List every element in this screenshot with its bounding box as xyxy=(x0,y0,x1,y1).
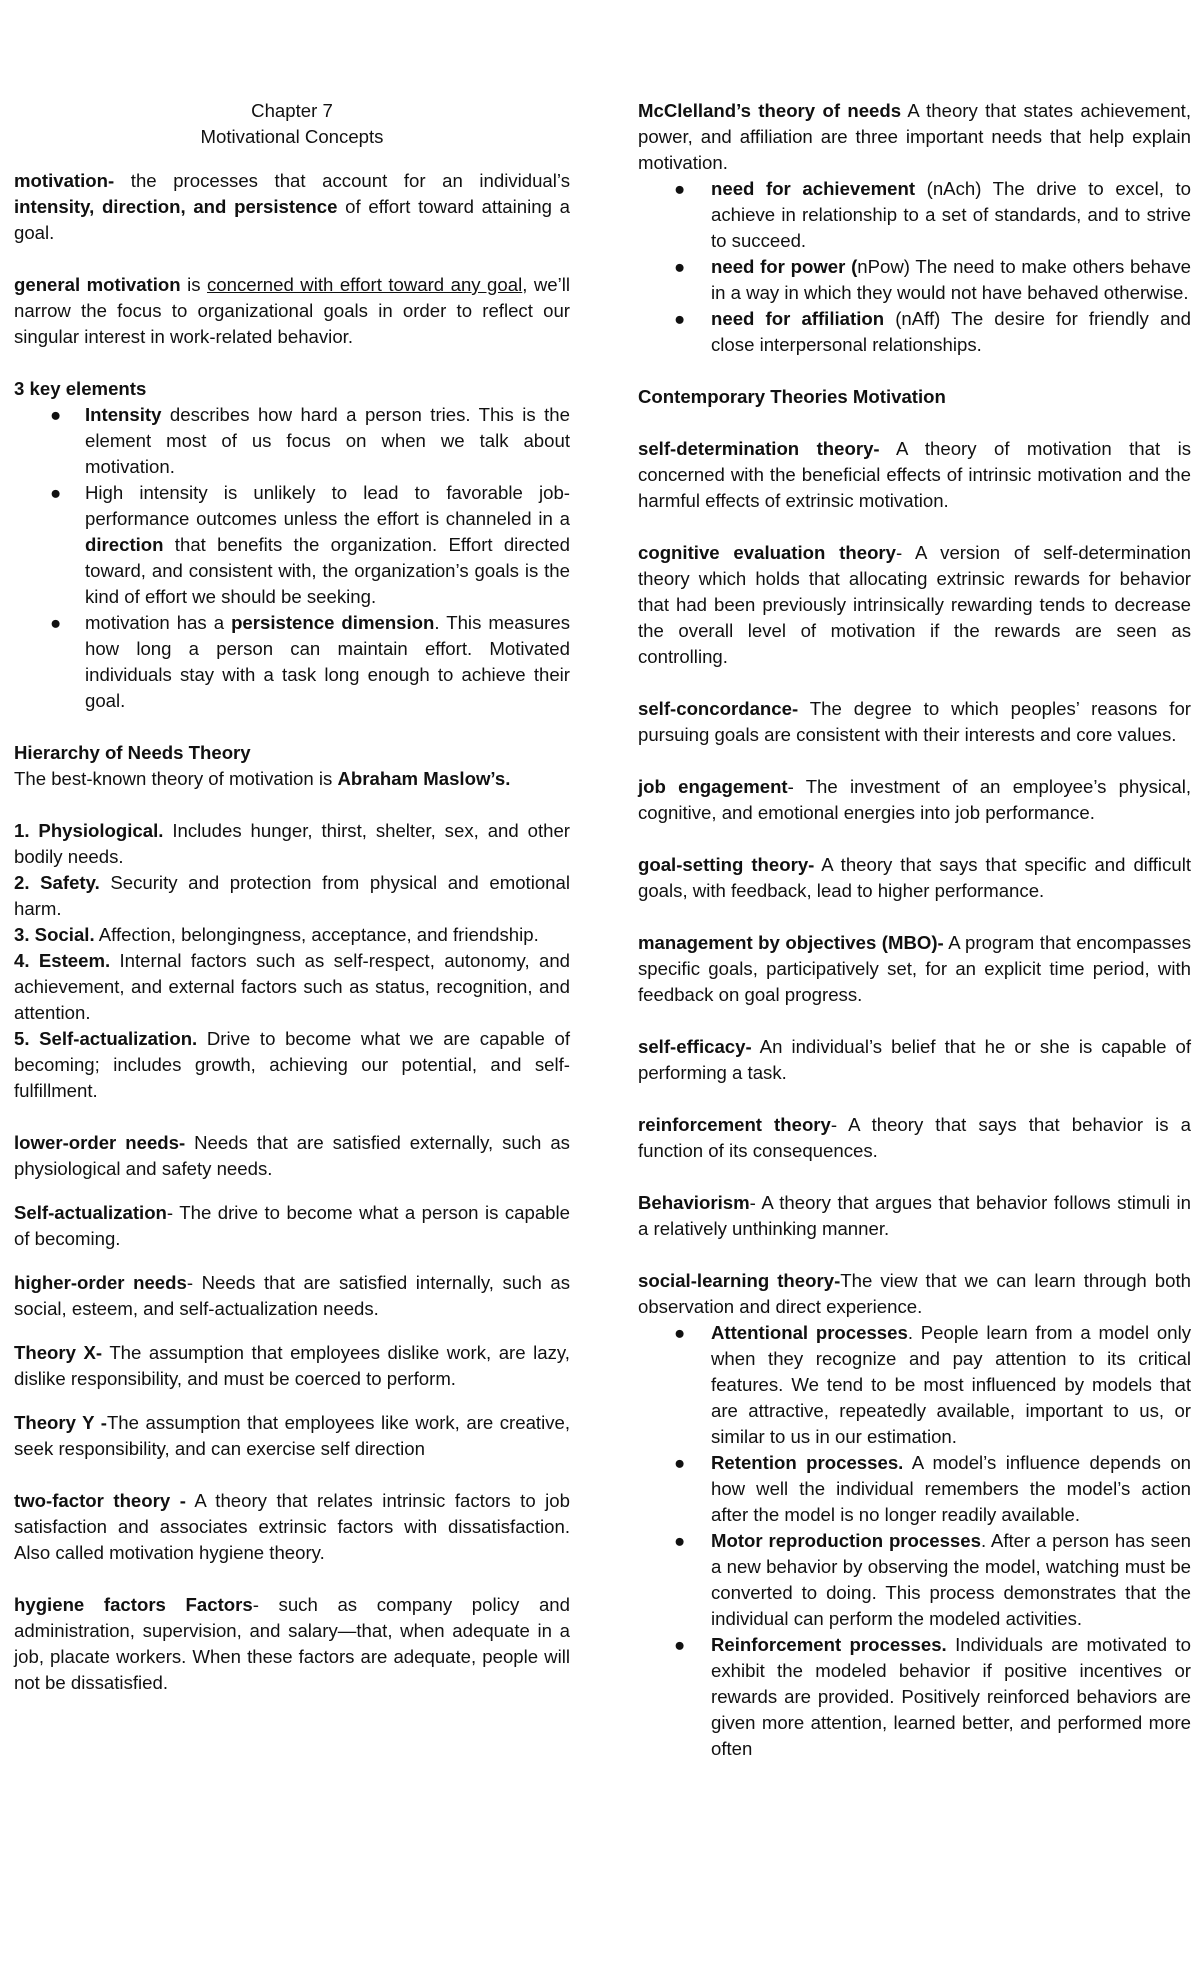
definition: reinforcement theory- A theory that says that behavior is a function of its consequences. xyxy=(638,1114,1191,1161)
need-item: 5. Self-actualization. Drive to become what we are capable of becoming; includes growth, achieving our potential, and self-fulfillment. xyxy=(14,1028,570,1101)
definition: Theory Y -The assumption that employees like work, are creative, seek responsibility, and can exercise self direction xyxy=(14,1412,571,1459)
need-item: 4. Esteem. Internal factors such as self-respect, autonomy, and achievement, and external factors such as status, recognition, and attention. xyxy=(14,950,570,1023)
general-motivation-definition: general motivation is concerned with effort toward any goal, we’ll narrow the focus to organizational goals in order to reflect our singular interest in work-related behavior. xyxy=(14,274,571,347)
definition: job engagement- The investment of an employee’s physical, cognitive, and emotional energies into job performance. xyxy=(638,776,1191,823)
definition: self-efficacy- An individual’s belief that he or she is capable of performing a task. xyxy=(638,1036,1191,1083)
need-item: 3. Social. Affection, belongingness, acceptance, and friendship. xyxy=(14,924,539,945)
list-item: ● Retention processes. A model’s influence depends on how well the individual remembers the model’s action after the model is no longer readily available. xyxy=(674,1452,1191,1525)
definition: self-concordance- The degree to which peoples’ reasons for pursuing goals are consistent with their interests and core values. xyxy=(638,698,1191,745)
list-item: ● Attentional processes. People learn from a model only when they recognize and pay attention to its critical features. We tend to be most influenced by models that are attractive, repeatedly available, important to us, or similar to us in our estimation. xyxy=(674,1322,1191,1447)
contemporary-heading: Contemporary Theories Motivation xyxy=(638,386,946,407)
list-item: ● need for affiliation (nAff) The desire for friendly and close interpersonal relationships. xyxy=(674,308,1191,355)
list-item: ● Reinforcement processes. Individuals are motivated to exhibit the modeled behavior if positive incentives or rewards are provided. Positively reinforced behaviors are given more attention, learned better, and performed more often xyxy=(674,1634,1192,1759)
term: general motivation xyxy=(14,274,181,295)
social-learning-list xyxy=(638,1320,1191,1762)
bullet-icon: ● xyxy=(674,1634,686,1655)
definition: self-determination theory- A theory of motivation that is concerned with the beneficial effects of intrinsic motivation and the harmful effects of extrinsic motivation. xyxy=(638,438,1192,511)
bullet-icon: ● xyxy=(674,256,686,277)
definition: lower-order needs- Needs that are satisfied externally, such as physiological and safety needs. xyxy=(14,1132,570,1179)
chapter-number: Chapter 7 xyxy=(251,100,333,121)
key-elements-heading: 3 key elements xyxy=(14,378,147,399)
need-item: 1. Physiological. Includes hunger, thirst, shelter, sex, and other bodily needs. xyxy=(14,820,570,867)
bullet-icon: ● xyxy=(674,1530,686,1551)
mcclelland-definition: McClelland’s theory of needs A theory that states achievement, power, and affiliation are three important needs that help explain motivation. xyxy=(638,100,1191,173)
bullet-icon: ● xyxy=(50,482,62,503)
list-item: ● High intensity is unlikely to lead to favorable job-performance outcomes unless the effort is channeled in a direction that benefits the organization. Effort directed toward, and consistent with, the organization’s goals is the kind of effort we should be seeking. xyxy=(50,482,570,607)
definition: cognitive evaluation theory- A version of self-determination theory which holds that allocating extrinsic rewards for behavior that had been previously intrinsically rewarding tends to decrease the overall level of motivation if the rewards are seen as controlling. xyxy=(638,542,1191,667)
definition: management by objectives (MBO)- A program that encompasses specific goals, participatively set, for an explicit time period, with feedback on goal progress. xyxy=(638,932,1191,1005)
definition: higher-order needs- Needs that are satisfied internally, such as social, esteem, and self-actualization needs. xyxy=(14,1272,570,1319)
definition: goal-setting theory- A theory that says that specific and difficult goals, with feedback, lead to higher performance. xyxy=(638,854,1192,901)
bullet-icon: ● xyxy=(50,404,62,425)
needs-list xyxy=(638,176,1191,358)
social-learning-definition: social-learning theory-The view that we can learn through both observation and direct experience. xyxy=(638,1270,1191,1317)
motivation-definition: motivation- the processes that account for an individual’s intensity, direction, and persistence of effort toward attaining a goal. xyxy=(14,170,570,243)
definition: hygiene factors Factors- such as company policy and administration, supervision, and salary—that, when adequate in a job, placate workers. When these factors are adequate, people will not be dissatisfied. xyxy=(14,1594,570,1693)
list-item: ● Motor reproduction processes. After a person has seen a new behavior by observing the model, watching must be converted to doing. This process demonstrates that the individual can perform the modeled activities. xyxy=(674,1530,1191,1629)
hierarchy-intro: The best-known theory of motivation is Abraham Maslow’s. xyxy=(14,768,511,789)
hierarchy-heading: Hierarchy of Needs Theory xyxy=(14,742,251,763)
definition: Self-actualization- The drive to become what a person is capable of becoming. xyxy=(14,1202,570,1249)
bullet-icon: ● xyxy=(674,1322,686,1343)
term: motivation- xyxy=(14,170,115,191)
list-item: ● need for power (nPow) The need to make others behave in a way in which they would not have behaved otherwise. xyxy=(674,256,1191,303)
definition: Theory X- The assumption that employees dislike work, are lazy, dislike responsibility, and must be coerced to perform. xyxy=(14,1342,570,1389)
bullet-icon: ● xyxy=(674,178,686,199)
definition: two-factor theory - A theory that relates intrinsic factors to job satisfaction and associates extrinsic factors with dissatisfaction. Also called motivation hygiene theory. xyxy=(14,1490,570,1563)
bullet-icon: ● xyxy=(50,612,62,633)
list-item: ● need for achievement (nAch) The drive to excel, to achieve in relationship to a set of standards, and to strive to succeed. xyxy=(674,178,1192,251)
bullet-icon: ● xyxy=(674,308,686,329)
need-item: 2. Safety. Security and protection from physical and emotional harm. xyxy=(14,872,570,919)
list-item: ● motivation has a persistence dimension. This measures how long a person can maintain effort. Motivated individuals stay with a task long enough to achieve their goal. xyxy=(50,612,570,711)
right-column xyxy=(638,98,1191,1762)
definition: Behaviorism- A theory that argues that behavior follows stimuli in a relatively unthinking manner. xyxy=(638,1192,1191,1239)
chapter-title: Motivational Concepts xyxy=(200,126,384,147)
list-item: ● Intensity describes how hard a person tries. This is the element most of us focus on when we talk about motivation. xyxy=(50,404,570,477)
key-elements-list xyxy=(14,402,570,714)
bullet-icon: ● xyxy=(674,1452,686,1473)
left-column xyxy=(14,98,570,1696)
